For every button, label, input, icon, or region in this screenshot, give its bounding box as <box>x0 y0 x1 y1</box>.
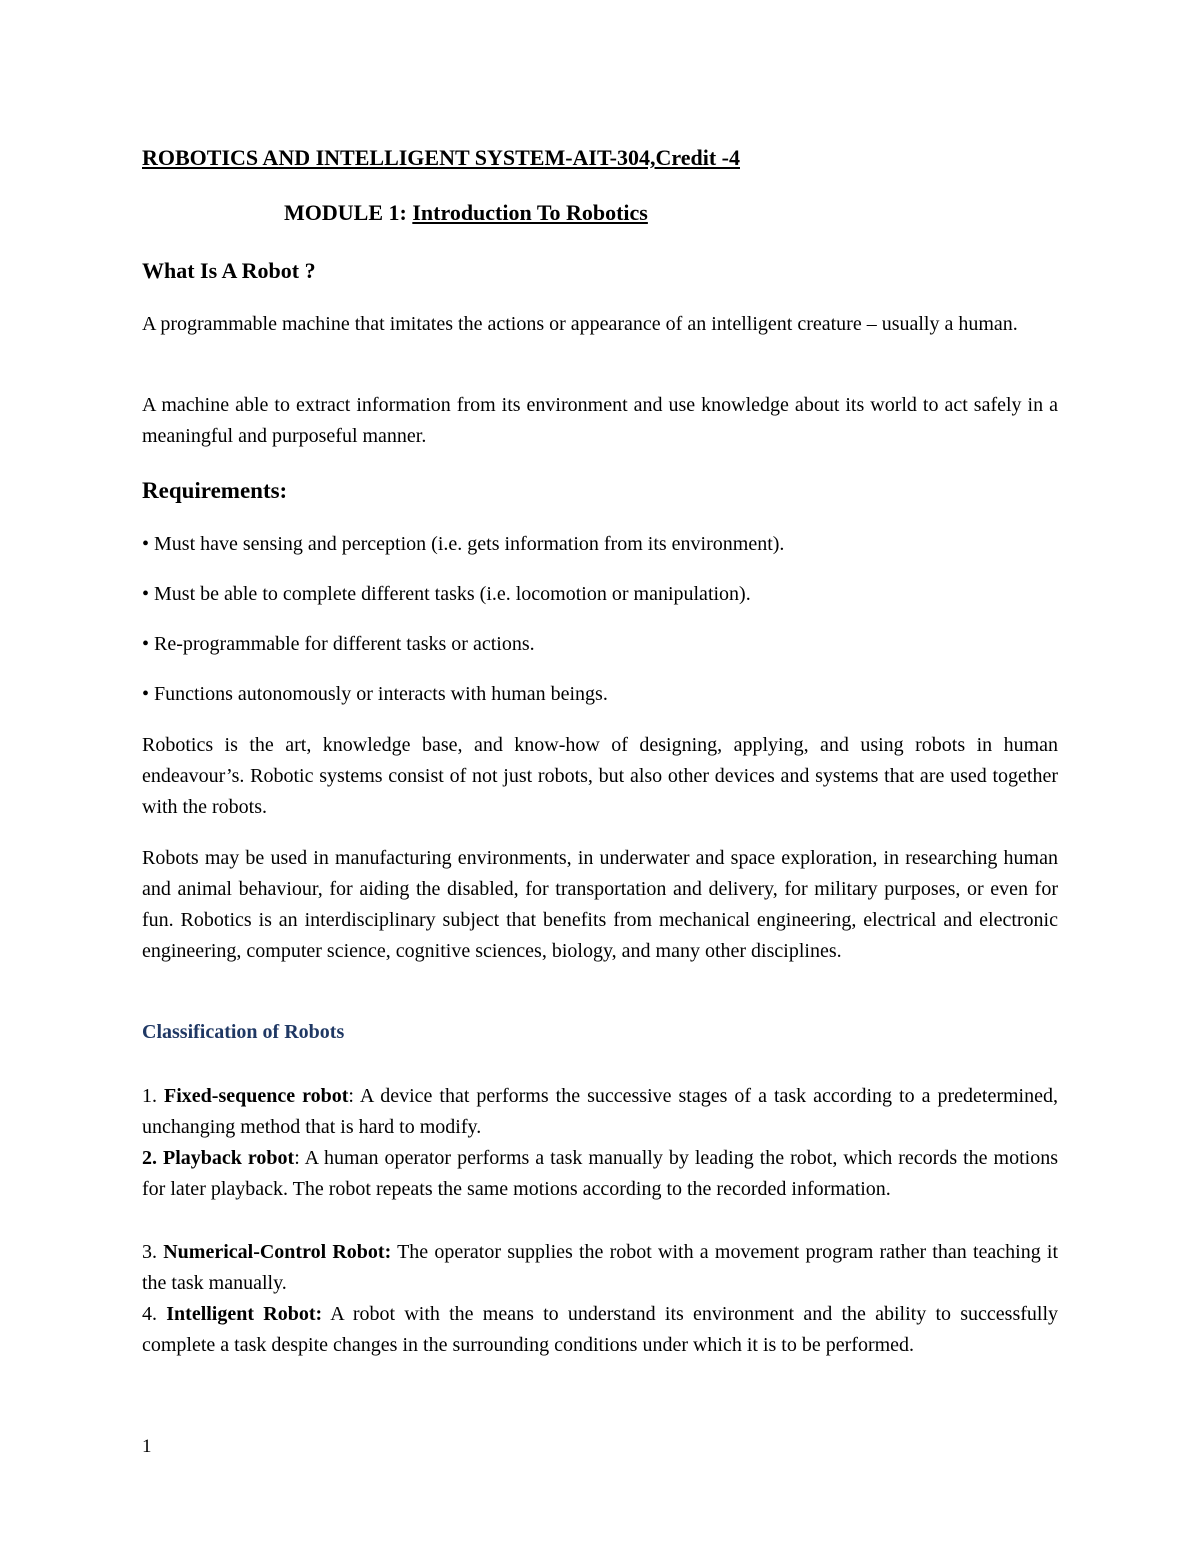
document-title: ROBOTICS AND INTELLIGENT SYSTEM-AIT-304,Credit -4 <box>142 145 740 170</box>
classification-text: : A human operator performs a task manually by leading the robot, which records the motions for later playback. The robot repeats the same motions according to the recorded information. <box>142 1147 1058 1200</box>
robot-uses-paragraph: Robots may be used in manufacturing environments, in underwater and space exploration, in researching human and animal behaviour, for aiding the disabled, for transportation and delivery, for military purposes, or even for fun. Robotics is an interdisciplinary subject that benefits from mechanical engineering, electrical and electronic engineering, computer science, cognitive sciences, biology, and many other disciplines. <box>142 847 1058 962</box>
classification-item-1 <box>142 1081 1058 1143</box>
definition-paragraph-1: A programmable machine that imitates the actions or appearance of an intelligent creature – usually a human. <box>142 313 1018 335</box>
robotics-definition-paragraph: Robotics is the art, knowledge base, and know-how of designing, applying, and using robots in human endeavour’s. Robotic systems consist of not just robots, but also other devices and systems that are used together with the robots. <box>142 734 1058 818</box>
classification-item-2 <box>142 1143 1058 1205</box>
classification-name: Fixed-sequence robot <box>164 1085 349 1107</box>
classification-number: 2. <box>142 1147 164 1169</box>
classification-number: 3. <box>142 1241 164 1263</box>
classification-name: Numerical-Control Robot: <box>163 1241 392 1263</box>
what-is-robot-heading: What Is A Robot ? <box>142 258 316 283</box>
requirement-item: • Functions autonomously or interacts with human beings. <box>142 683 608 705</box>
requirement-item: • Must have sensing and perception (i.e. gets information from its environment). <box>142 533 785 555</box>
classification-text: The operator supplies the robot with a movement program rather than teaching it the task manually. <box>142 1241 1059 1294</box>
definition-paragraph-2: A machine able to extract information from its environment and use knowledge about its world to act safely in a meaningful and purposeful manner. <box>142 394 1058 447</box>
requirement-item: • Must be able to complete different tasks (i.e. locomotion or manipulation). <box>142 583 751 605</box>
classification-text: A robot with the means to understand its environment and the ability to successfully complete a task despite changes in the surrounding conditions under which it is to be performed. <box>142 1303 1059 1356</box>
page-number: 1 <box>142 1436 152 1457</box>
classification-number: 4. <box>142 1303 167 1325</box>
classification-heading: Classification of Robots <box>142 1021 345 1043</box>
classification-name: Playback robot <box>163 1147 295 1169</box>
classification-number: 1. <box>142 1085 165 1107</box>
module-heading <box>284 200 1200 226</box>
module-title: Introduction To Robotics <box>412 200 648 225</box>
module-prefix: MODULE 1: <box>284 200 413 225</box>
requirements-heading: Requirements: <box>142 478 288 503</box>
classification-name: Intelligent Robot: <box>166 1303 323 1325</box>
classification-item-4 <box>142 1299 1058 1361</box>
classification-text: : A device that performs the successive stages of a task according to a predetermined, unchanging method that is hard to modify. <box>142 1085 1058 1138</box>
requirement-item: • Re-programmable for different tasks or actions. <box>142 633 535 655</box>
classification-item-3 <box>142 1237 1058 1299</box>
